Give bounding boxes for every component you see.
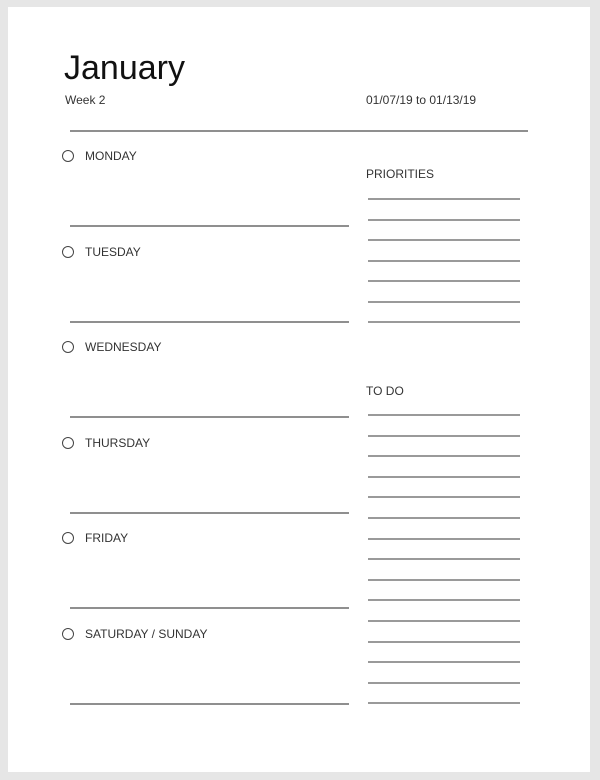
priority-line[interactable] bbox=[368, 321, 520, 323]
todo-line[interactable] bbox=[368, 476, 520, 478]
todo-line[interactable] bbox=[368, 538, 520, 540]
priority-line[interactable] bbox=[368, 280, 520, 282]
priorities-heading: PRIORITIES bbox=[366, 167, 435, 181]
day-divider bbox=[70, 607, 349, 609]
todo-line[interactable] bbox=[368, 682, 520, 684]
planner-page bbox=[8, 7, 590, 772]
priority-line[interactable] bbox=[368, 260, 520, 262]
priority-line[interactable] bbox=[368, 239, 520, 241]
day-label: MONDAY bbox=[85, 149, 137, 163]
checkbox-circle-icon[interactable] bbox=[62, 341, 74, 353]
checkbox-circle-icon[interactable] bbox=[62, 437, 74, 449]
checkbox-circle-icon[interactable] bbox=[62, 246, 74, 258]
todo-line[interactable] bbox=[368, 517, 520, 519]
todo-line[interactable] bbox=[368, 620, 520, 622]
header-divider bbox=[70, 130, 528, 132]
todo-heading: TO DO bbox=[366, 384, 404, 398]
day-divider bbox=[70, 512, 349, 514]
day-divider bbox=[70, 416, 349, 418]
checkbox-circle-icon[interactable] bbox=[62, 150, 74, 162]
todo-line[interactable] bbox=[368, 558, 520, 560]
priority-line[interactable] bbox=[368, 198, 520, 200]
todo-line[interactable] bbox=[368, 599, 520, 601]
todo-line[interactable] bbox=[368, 435, 520, 437]
week-label: Week 2 bbox=[65, 93, 106, 107]
priority-line[interactable] bbox=[368, 301, 520, 303]
month-title: January bbox=[64, 49, 185, 87]
day-label: WEDNESDAY bbox=[85, 340, 162, 354]
date-range: 01/07/19 to 01/13/19 bbox=[366, 93, 477, 107]
day-label: SATURDAY / SUNDAY bbox=[85, 626, 208, 641]
todo-line[interactable] bbox=[368, 455, 520, 457]
priority-line[interactable] bbox=[368, 219, 520, 221]
day-divider bbox=[70, 703, 349, 705]
checkbox-circle-icon[interactable] bbox=[62, 628, 74, 640]
day-divider bbox=[70, 225, 349, 227]
todo-line[interactable] bbox=[368, 641, 520, 643]
day-divider bbox=[70, 321, 349, 323]
todo-line[interactable] bbox=[368, 702, 520, 704]
day-label: FRIDAY bbox=[85, 531, 129, 545]
checkbox-circle-icon[interactable] bbox=[62, 532, 74, 544]
todo-line[interactable] bbox=[368, 496, 520, 498]
day-label: THURSDAY bbox=[85, 435, 151, 450]
todo-line[interactable] bbox=[368, 661, 520, 663]
todo-line[interactable] bbox=[368, 414, 520, 416]
day-label: TUESDAY bbox=[85, 244, 141, 259]
todo-line[interactable] bbox=[368, 579, 520, 581]
